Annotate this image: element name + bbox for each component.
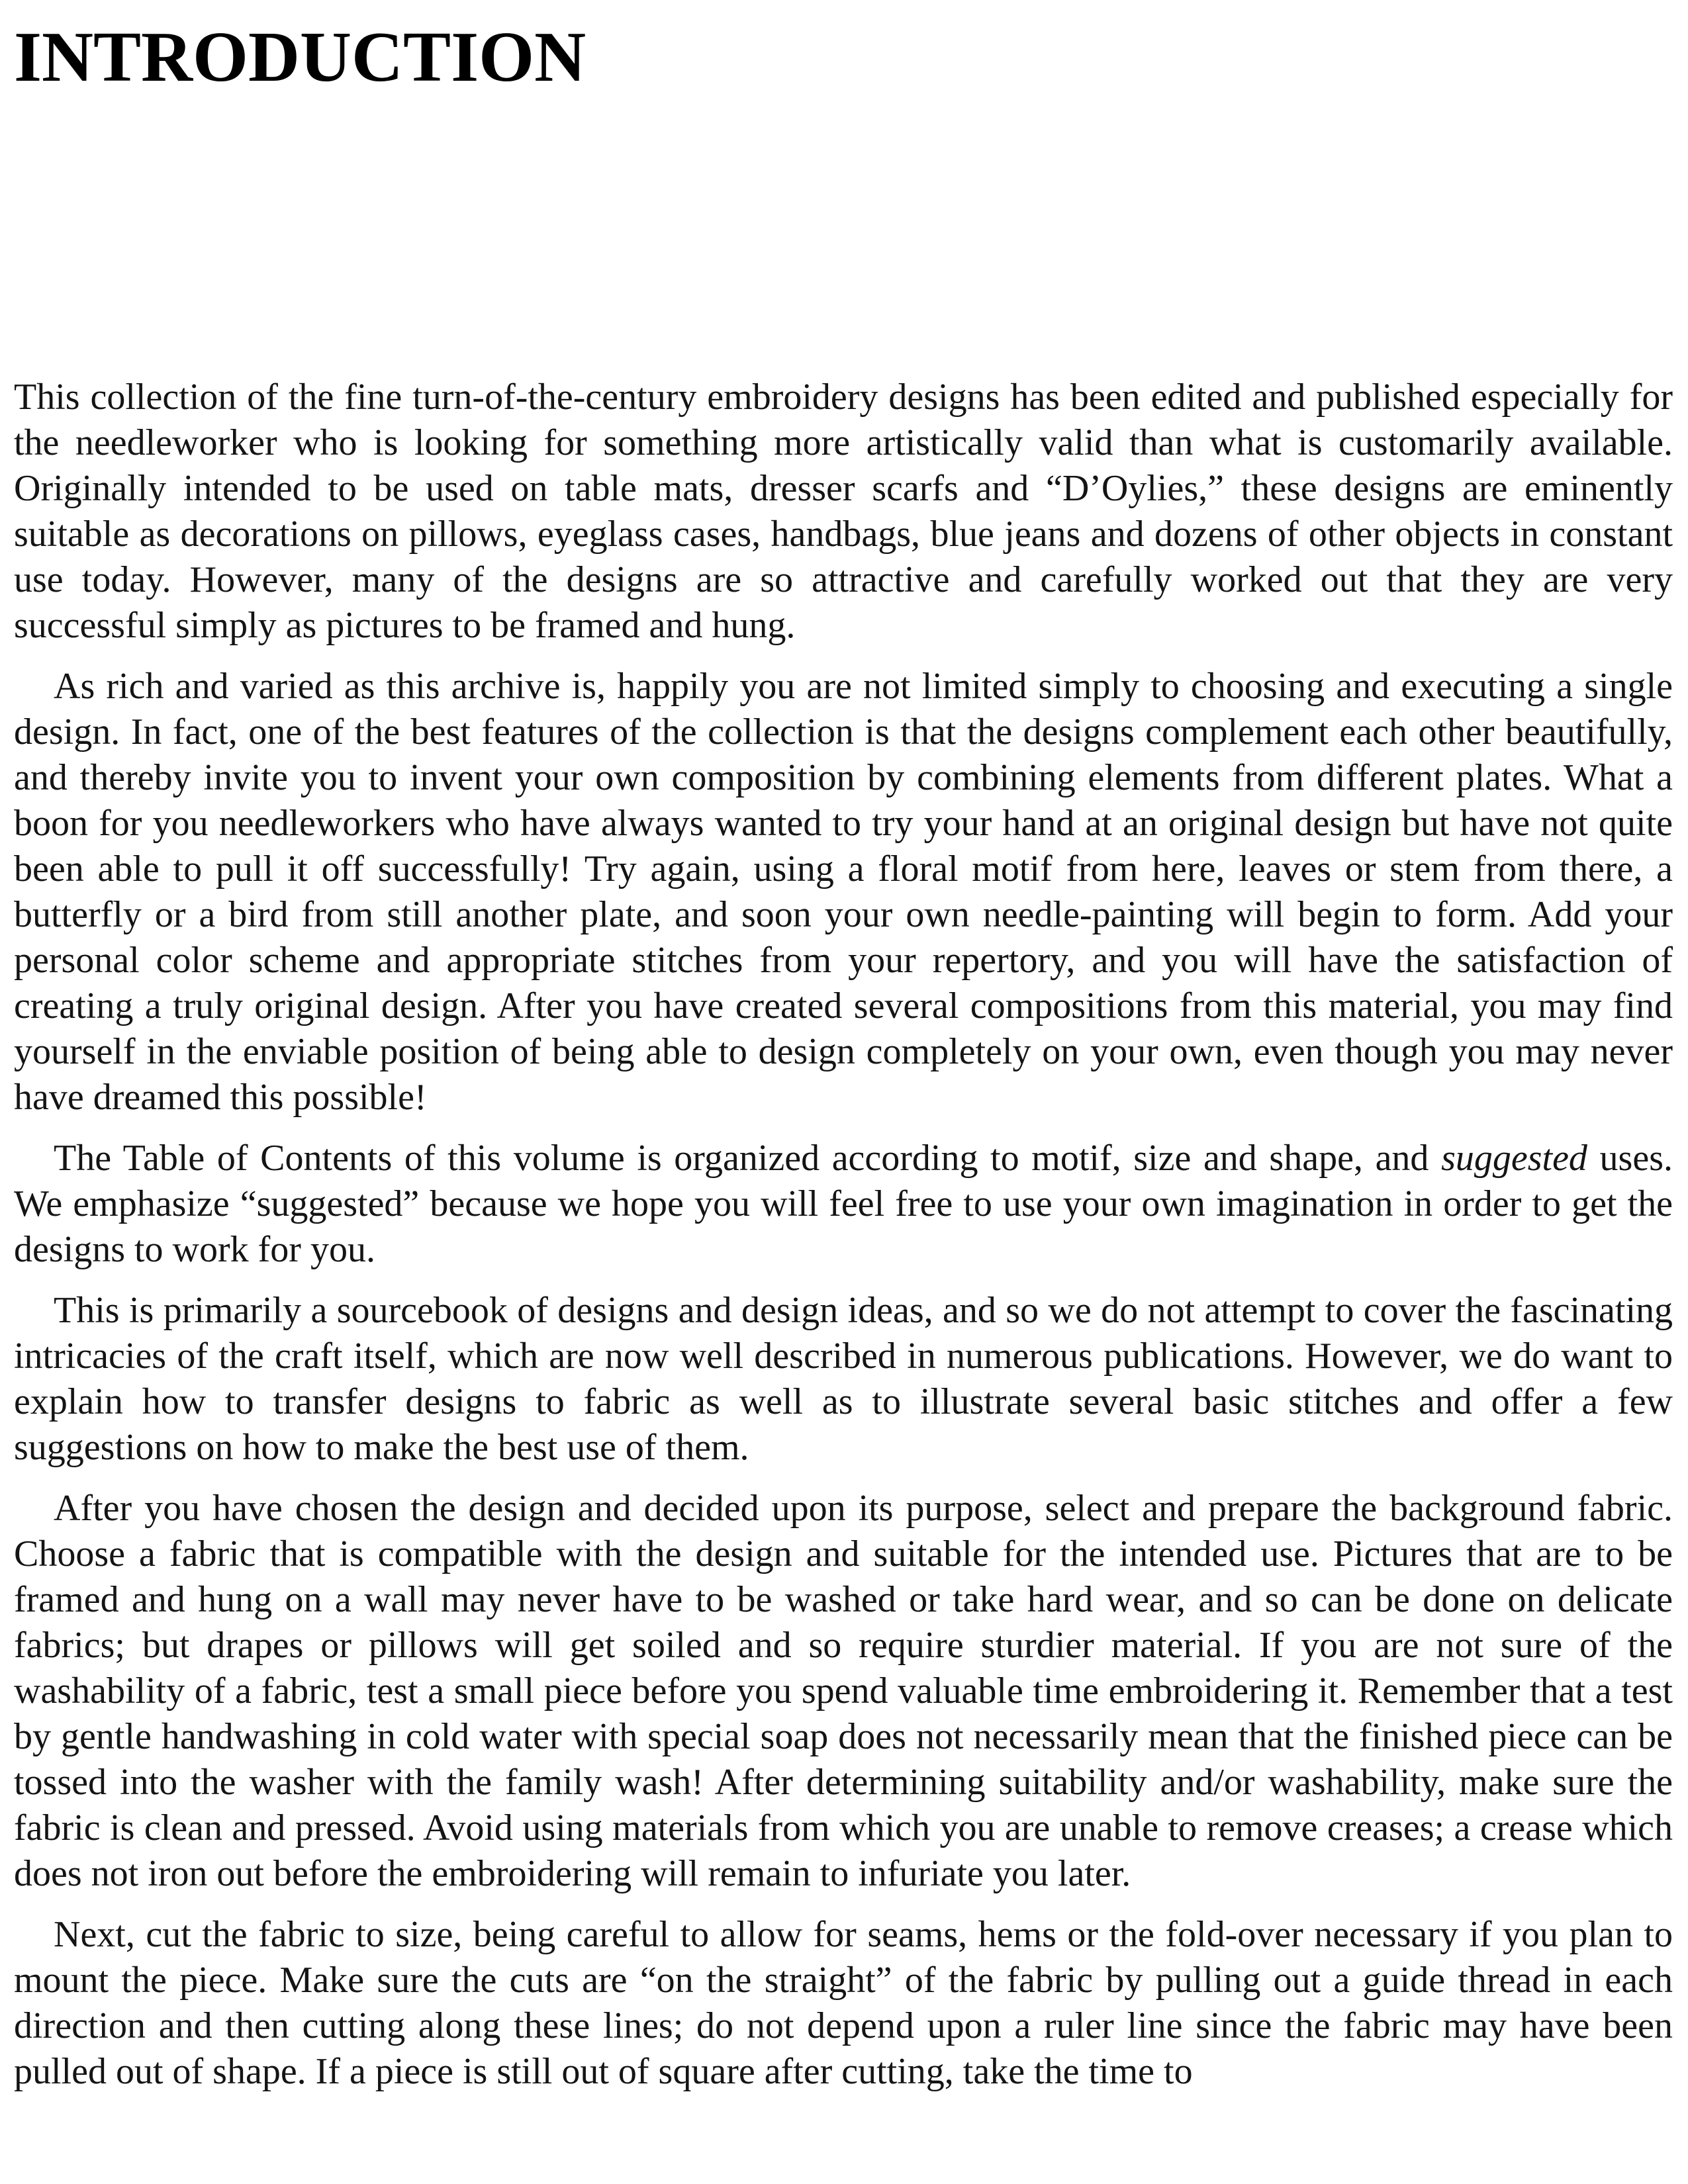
paragraph-3-text-after: uses. We emphasize “suggested” because we hope you will feel free to use your own imagination in order to get the designs to work for you. (14, 1138, 1673, 1270)
paragraph-2: As rich and varied as this archive is, happily you are not limited simply to choosing and executing a single design. In fact, one of the best features of the collection is that the designs complement each other beautifully, and thereby invite you to invent your own composition by combining elements from different plates. What a boon for you needleworkers who have always wanted to try your hand at an original design but have not quite been able to pull it off successfully! Try again, using a floral motif from here, leaves or stem from there, a butterfly or a bird from still another plate, and soon your own needle-painting will begin to form. Add your personal color scheme and appropriate stitches from your repertory, and you will have the satisfaction of creating a truly original design. After you have created several compositions from this material, you may find yourself in the enviable position of being able to design completely on your own, even though you may never have dreamed this possible! (14, 666, 1673, 1118)
paragraph-5: After you have chosen the design and decided upon its purpose, select and prepare the background fabric. Choose a fabric that is compatible with the design and suitable for the intended use. Pictures that are to be framed and hung on a wall may never have to be washed or take hard wear, and so can be done on delicate fabrics; but drapes or pillows will get soiled and so require sturdier material. If you are not sure of the washability of a fabric, test a small piece before you spend valuable time embroidering it. Remember that a test by gentle handwashing in cold water with special soap does not necessarily mean that the finished piece can be tossed into the washer with the family wash! After determining suitability and/or washability, make sure the fabric is clean and pressed. Avoid using materials from which you are unable to remove creases; a crease which does not iron out before the embroidering will remain to infuriate you later. (14, 1488, 1673, 1894)
body-text (14, 375, 1673, 2110)
paragraph-3 (14, 1136, 1673, 1273)
paragraph-4: This is primarily a sourcebook of designs and design ideas, and so we do not attempt to cover the fascinating intricacies of the craft itself, which are now well described in numerous publications. However, we do want to explain how to transfer designs to fabric as well as to illustrate several basic stitches and offer a few suggestions on how to make the best use of them. (14, 1290, 1673, 1468)
page-title: INTRODUCTION (14, 18, 586, 97)
paragraph-1: This collection of the fine turn-of-the-century embroidery designs has been edited and published especially for the needleworker who is looking for something more artistically valid than what is customarily available. Originally intended to be used on table mats, dresser scarfs and “D’Oylies,” these designs are eminently suitable as decorations on pillows, eyeglass cases, handbags, blue jeans and dozens of other objects in constant use today. However, many of the designs are so attractive and carefully worked out that they are very successful simply as pictures to be framed and hung. (14, 377, 1673, 646)
emphasis-suggested: suggested (1441, 1138, 1587, 1179)
paragraph-6: Next, cut the fabric to size, being careful to allow for seams, hems or the fold-over necessary if you plan to mount the piece. Make sure the cuts are “on the straight” of the fabric by pulling out a guide thread in each direction and then cutting along these lines; do not depend upon a ruler line since the fabric may have been pulled out of shape. If a piece is still out of square after cutting, take the time to (14, 1914, 1673, 2092)
paragraph-3-text-before: The Table of Contents of this volume is organized according to motif, size and shape, and (54, 1138, 1442, 1179)
